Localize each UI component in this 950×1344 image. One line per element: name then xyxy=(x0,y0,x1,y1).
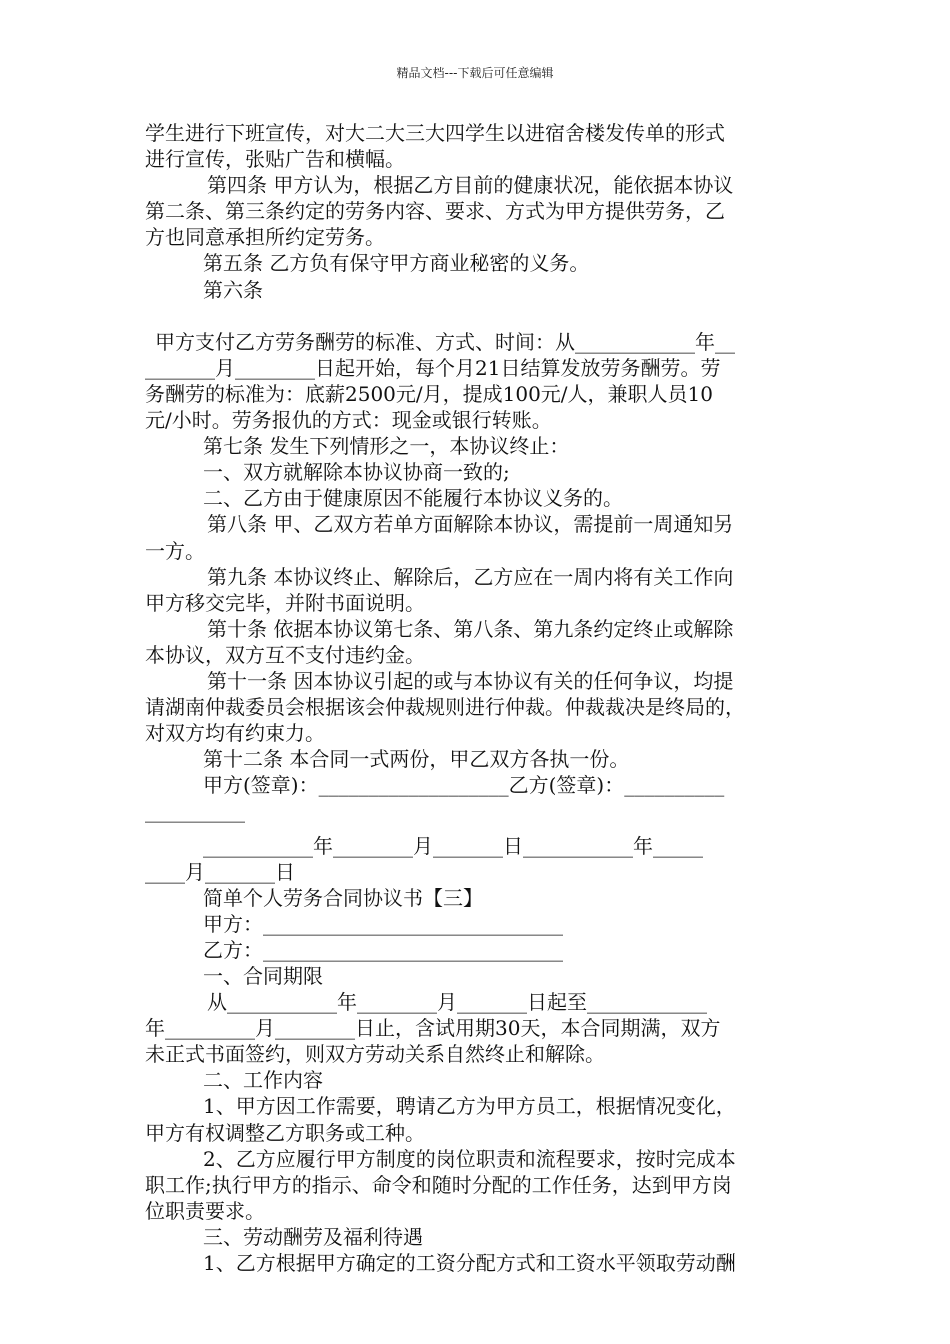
date-line: ____月_______日 xyxy=(145,859,295,884)
paragraph-line: 一方。 xyxy=(145,538,205,563)
list-item: 二、乙方由于健康原因不能履行本协议义务的。 xyxy=(203,486,623,511)
article-11-line: 第十一条 因本协议引起的或与本协议有关的任何争议，均提 xyxy=(207,668,734,693)
article-10-line: 第十条 依据本协议第七条、第八条、第九条约定终止或解除 xyxy=(207,616,734,641)
blank-line xyxy=(145,303,810,329)
paragraph-line: 年_________月________日止，含试用期30天，本合同期满，双方 xyxy=(145,1016,721,1041)
article-4-line: 第四条 甲方认为，根据乙方目前的健康状况，能依据本协议 xyxy=(207,173,734,198)
party-b-line: 乙方：______________________________ xyxy=(203,937,563,962)
article-8-line: 第八条 甲、乙双方若单方面解除本协议，需提前一周通知另 xyxy=(207,512,734,537)
paragraph-line: 2、乙方应履行甲方制度的岗位职责和流程要求，按时完成本 xyxy=(203,1146,736,1171)
paragraph-line: 未正式书面签约，则双方劳动关系自然终止和解除。 xyxy=(145,1042,605,1067)
paragraph-line: 甲方有权调整乙方职务或工种。 xyxy=(145,1120,425,1145)
blank-line xyxy=(145,825,810,833)
paragraph-line: 从___________年________月_______日起至____________ xyxy=(207,990,707,1015)
page-header: 精品文档---下载后可任意编辑 xyxy=(396,66,554,80)
paragraph-line: 本协议，双方互不支付违约金。 xyxy=(145,642,425,667)
article-9-line: 第九条 本协议终止、解除后，乙方应在一周内将有关工作向 xyxy=(207,564,734,589)
article-5-line: 第五条 乙方负有保守甲方商业秘密的义务。 xyxy=(203,251,590,276)
section-heading: 一、合同期限 xyxy=(203,964,323,988)
paragraph-line: 对双方均有约束力。 xyxy=(145,721,325,746)
paragraph-line: 甲方移交完毕，并附书面说明。 xyxy=(145,590,425,615)
paragraph-line: 请湖南仲裁委员会根据该会仲裁规则进行仲裁。仲裁裁决是终局的， xyxy=(145,695,745,720)
party-a-line: 甲方：______________________________ xyxy=(203,911,563,936)
paragraph-line: 甲方支付乙方劳务酬劳的标准、方式、时间：从____________年__ xyxy=(155,329,735,354)
list-item: 一、双方就解除本协议协商一致的; xyxy=(203,460,510,485)
document-body xyxy=(145,120,810,1276)
paragraph-line: 位职责要求。 xyxy=(145,1198,265,1223)
article-6-heading: 第六条 xyxy=(203,277,263,302)
section-heading: 三、劳动酬劳及福利待遇 xyxy=(203,1224,423,1249)
paragraph-line: 学生进行下班宣传，对大二大三大四学生以进宿舍楼发传单的形式 xyxy=(145,121,725,145)
paragraph-line: 务酬劳的标准为：底薪2500元/月，提成100元/人，兼职人员10 xyxy=(145,381,713,406)
paragraph-line: _______月________日起开始，每个月21日结算发放劳务酬劳。劳 xyxy=(145,355,721,380)
paragraph-line: 第二条、第三条约定的劳务内容、要求、方式为甲方提供劳务，乙 xyxy=(145,199,725,224)
paragraph-line: 职工作;执行甲方的指示、命令和随时分配的工作任务，达到甲方岗 xyxy=(145,1172,732,1197)
date-line: ___________年________月_______日___________年_____ xyxy=(203,833,703,858)
paragraph-line: 元/小时。劳务报仇的方式：现金或银行转账。 xyxy=(145,408,552,433)
paragraph-line: 方也同意承担所约定劳务。 xyxy=(145,225,385,250)
signature-line: 甲方(签章)：___________________乙方(签章)：__________ xyxy=(203,773,725,798)
paragraph-line: 进行宣传，张贴广告和横幅。 xyxy=(145,147,405,172)
signature-line: __________ xyxy=(145,799,245,824)
section-title: 简单个人劳务合同协议书【三】 xyxy=(203,885,483,910)
article-12-line: 第十二条 本合同一式两份，甲乙双方各执一份。 xyxy=(203,747,630,772)
section-heading: 二、工作内容 xyxy=(203,1068,323,1093)
article-7-line: 第七条 发生下列情形之一，本协议终止： xyxy=(203,434,570,459)
paragraph-line: 1、乙方根据甲方确定的工资分配方式和工资水平领取劳动酬 xyxy=(203,1251,736,1276)
paragraph-line: 1、甲方因工作需要，聘请乙方为甲方员工，根据情况变化， xyxy=(203,1094,736,1119)
